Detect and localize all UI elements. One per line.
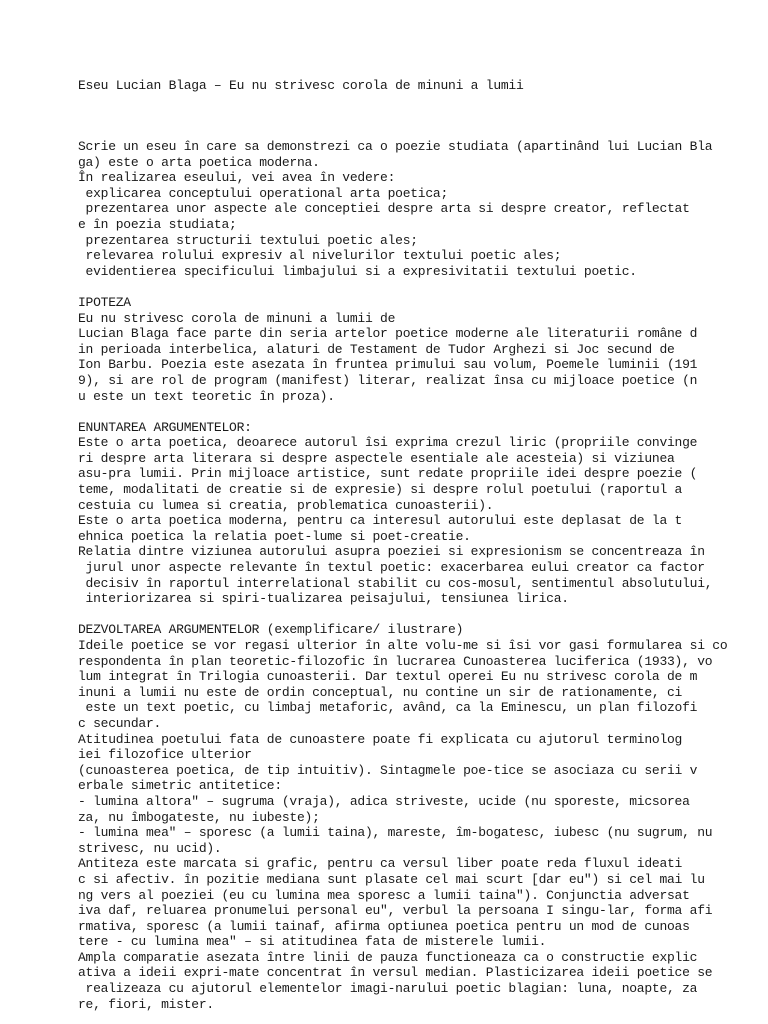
text-line: c secundar. — [78, 715, 162, 731]
text-line: teme, modalitati de creatie si de expresie) si despre rolul poetului (raportul a — [78, 482, 683, 498]
text-line: Ion Barbu. Poezia este asezata în fruntea primului sau volum, Poemele luminii (191 — [78, 357, 698, 373]
text-line: este un text poetic, cu limbaj metaforic, având, ca la Eminescu, un plan filozofi — [78, 700, 698, 716]
text-line: inuni a lumii nu este de ordin conceptual, nu contine un sir de rationamente, ci — [78, 684, 683, 700]
text-line — [78, 607, 727, 623]
text-line: iei filozofice ulterior — [78, 747, 252, 763]
text-line: in perioada interbelica, alaturi de Testament de Tudor Arghezi si Joc secund de — [78, 341, 675, 357]
text-line: - lumina mea" – sporesc (a lumii taina), mareste, îm-bogatesc, iubesc (nu sugrum, nu — [78, 825, 713, 841]
text-line — [78, 279, 727, 295]
text-line: za, nu îmbogateste, nu iubeste); — [78, 809, 320, 825]
text-line — [78, 404, 727, 420]
document-body — [78, 139, 727, 1012]
text-line: Relatia dintre viziunea autorului asupra poeziei si expresionism se concentreaza în — [78, 544, 705, 560]
text-line: jurul unor aspecte relevante în textul poetic: exacerbarea eului creator ca factor — [78, 560, 705, 576]
text-line: Este o arta poetica moderna, pentru ca interesul autorului este deplasat de la t — [78, 513, 683, 529]
text-line: strivesc, nu ucid). — [78, 840, 222, 856]
text-line: Eu nu strivesc corola de minuni a lumii de — [78, 310, 396, 326]
text-line: În realizarea eseului, vei avea în vedere: — [78, 170, 396, 186]
text-line: Este o arta poetica, deoarece autorul îsi exprima crezul liric (propriile convinge — [78, 435, 698, 451]
text-line: Ampla comparatie asezata între linii de pauza functioneaza ca o constructie explic — [78, 949, 698, 965]
text-line: Scrie un eseu în care sa demonstrezi ca o poezie studiata (apartinând lui Lucian Bla — [78, 139, 713, 154]
text-line: e în poezia studiata; — [78, 216, 237, 232]
text-line: tere - cu lumina mea" – si atitudinea fata de misterele lumii. — [78, 934, 547, 950]
text-line: ri despre arta literara si despre aspectele esentiale ale acesteia) si viziunea — [78, 450, 675, 466]
text-line: asu-pra lumii. Prin mijloace artistice, sunt redate propriile idei despre poezie ( — [78, 466, 698, 482]
text-line: evidentierea specificului limbajului si a expresivitatii textului poetic. — [78, 263, 637, 279]
text-line: prezentarea unor aspecte ale conceptiei despre arta si despre creator, reflectat — [78, 201, 690, 217]
text-line: relevarea rolului expresiv al nivelurilor textului poetic ales; — [78, 248, 562, 264]
text-line: erbale simetric antitetice: — [78, 778, 282, 794]
text-line: rmativa, sporesc (a lumii tainaf, afirma optiunea poetica pentru un mod de cunoas — [78, 918, 690, 934]
text-line: interiorizarea si spiri-tualizarea peisajului, tensiunea lirica. — [78, 591, 569, 607]
text-line: realizeaza cu ajutorul elementelor imagi-narului poetic blagian: luna, noapte, za — [78, 981, 698, 997]
text-line: prezentarea structurii textului poetic ales; — [78, 232, 418, 248]
text-line: cestuia cu lumea si creatia, problematica cunoasterii). — [78, 497, 494, 513]
text-line: respondenta în plan teoretic-filozofic în lucrarea Cunoasterea luciferica (1933), vo — [78, 653, 713, 669]
text-line: - lumina altora" – sugruma (vraja), adica striveste, ucide (nu sporeste, micsorea — [78, 793, 690, 809]
text-line: ENUNTAREA ARGUMENTELOR: — [78, 419, 252, 435]
document-title: Eseu Lucian Blaga – Eu nu strivesc corola de minuni a lumii — [78, 78, 524, 93]
text-line: Lucian Blaga face parte din seria artelor poetice moderne ale literaturii române d — [78, 326, 698, 342]
text-line: lum integrat în Trilogia cunoasterii. Dar textul operei Eu nu strivesc corola de m — [78, 669, 698, 685]
text-line: u este un text teoretic în proza). — [78, 388, 335, 404]
text-line: ehnica poetica la relatia poet-lume si poet-creatie. — [78, 528, 471, 544]
text-line: 9), si are rol de program (manifest) literar, realizat însa cu mijloace poetice (n — [78, 372, 698, 388]
text-line: DEZVOLTAREA ARGUMENTELOR (exemplificare/ ilustrare) — [78, 622, 464, 638]
text-line: Atitudinea poetului fata de cunoastere poate fi explicata cu ajutorul terminolog — [78, 731, 683, 747]
text-line: explicarea conceptului operational arta poetica; — [78, 185, 449, 201]
text-line: (cunoasterea poetica, de tip intuitiv). Sintagmele poe-tice se asociaza cu serii v — [78, 762, 698, 778]
text-line: Ideile poetice se vor regasi ulterior în alte volu-me si îsi vor gasi formularea si co — [78, 638, 728, 653]
text-line: IPOTEZA — [78, 294, 131, 310]
text-line: c si afectiv. în pozitie mediana sunt plasate cel mai scurt [dar eu") si cel mai lu — [78, 871, 705, 887]
text-line: Antiteza este marcata si grafic, pentru ca versul liber poate reda fluxul ideati — [78, 856, 683, 872]
text-line: re, fiori, mister. — [78, 996, 214, 1012]
text-line: ga) este o arta poetica moderna. — [78, 154, 320, 170]
text-line: ng vers al poeziei (eu cu lumina mea sporesc a lumii taina"). Conjunctia adversat — [78, 887, 690, 903]
text-line: ativa a ideii expri-mate concentrat în versul median. Plasticizarea ideii poetice se — [78, 965, 713, 981]
text-line: iva daf, reluarea pronumelui personal eu", verbul la persoana I singu-lar, forma afi — [78, 903, 713, 919]
text-line: decisiv în raportul interrelational stabilit cu cos-mosul, sentimentul absolutului, — [78, 575, 713, 591]
